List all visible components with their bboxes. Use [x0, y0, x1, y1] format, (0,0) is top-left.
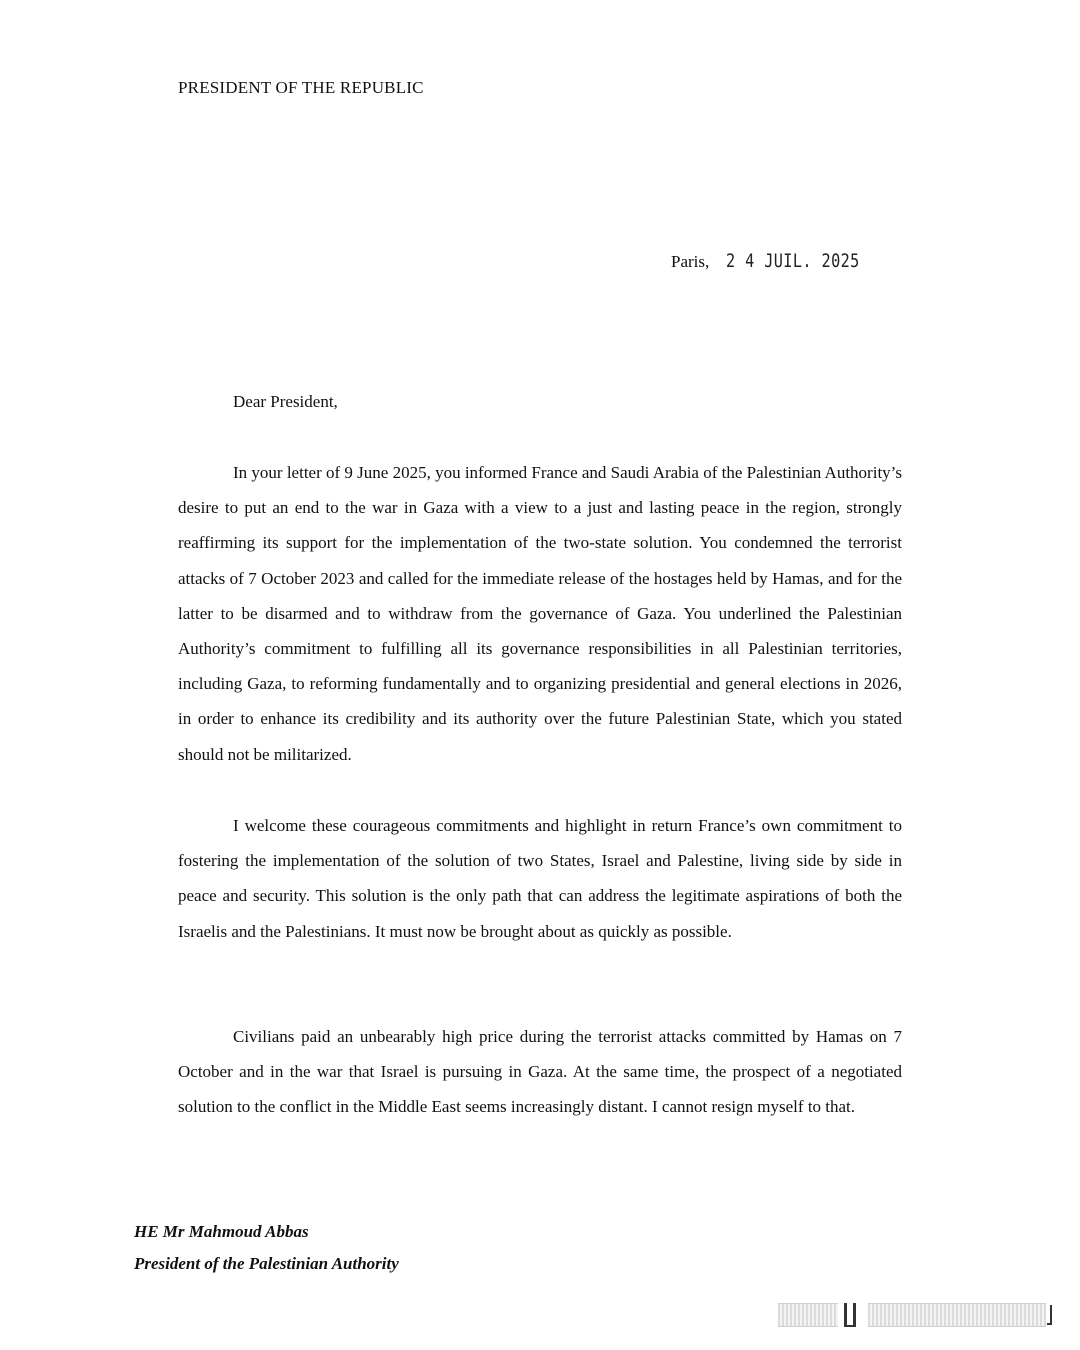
recipient-title: President of the Palestinian Authority	[134, 1254, 399, 1273]
sender-title: PRESIDENT OF THE REPUBLIC	[178, 78, 424, 97]
dateline	[671, 250, 893, 272]
body-paragraph-2: I welcome these courageous commitments and highlight in return France’s own commitment to fostering the implementation of the solution of two States, Israel and Palestine, living side by side in peace and security. This solution is the only path that can address the legitimate aspirations of both the Israelis and the Palestinians. It must now be brought about as quickly as possible.	[178, 816, 902, 941]
recipient-name: HE Mr Mahmoud Abbas	[134, 1222, 309, 1241]
recipient-block	[134, 1216, 399, 1280]
salutation: Dear President,	[233, 392, 338, 411]
scan-bar-left	[778, 1303, 838, 1327]
body-paragraph-1: In your letter of 9 June 2025, you informed France and Saudi Arabia of the Palestinian Authority’s desire to put an end to the war in Gaza with a view to a just and lasting peace in the region, strongly reaffirming its support for the implementation of the two-state solution. You condemned the terrorist attacks of 7 October 2023 and called for the immediate release of the hostages held by Hamas, and for the latter to be disarmed and to withdraw from the governance of Gaza. You underlined the Palestinian Authority’s commitment to fulfilling all its governance responsibilities in all Palestinian territories, including Gaza, to reforming fundamentally and to organizing presidential and general elections in 2026, in order to enhance its credibility and its authority over the future Palestinian State, which you stated should not be militarized.	[178, 463, 903, 764]
scan-bracket-mark	[844, 1303, 856, 1327]
scan-bar-right	[868, 1303, 1046, 1327]
scan-edge-artifact	[778, 1303, 1054, 1327]
body-paragraph-3: Civilians paid an unbearably high price during the terrorist attacks committed by Hamas on 7 October and in the war that Israel is pursuing in Gaza. At the same time, the prospect of a negotiated solution to the conflict in the Middle East seems increasingly distant. I cannot resign myself to that.	[178, 1027, 902, 1117]
date-stamp: 2 4 JUIL. 2025	[725, 250, 860, 272]
scan-end-mark	[1047, 1305, 1052, 1325]
dateline-place: Paris,	[671, 252, 710, 271]
